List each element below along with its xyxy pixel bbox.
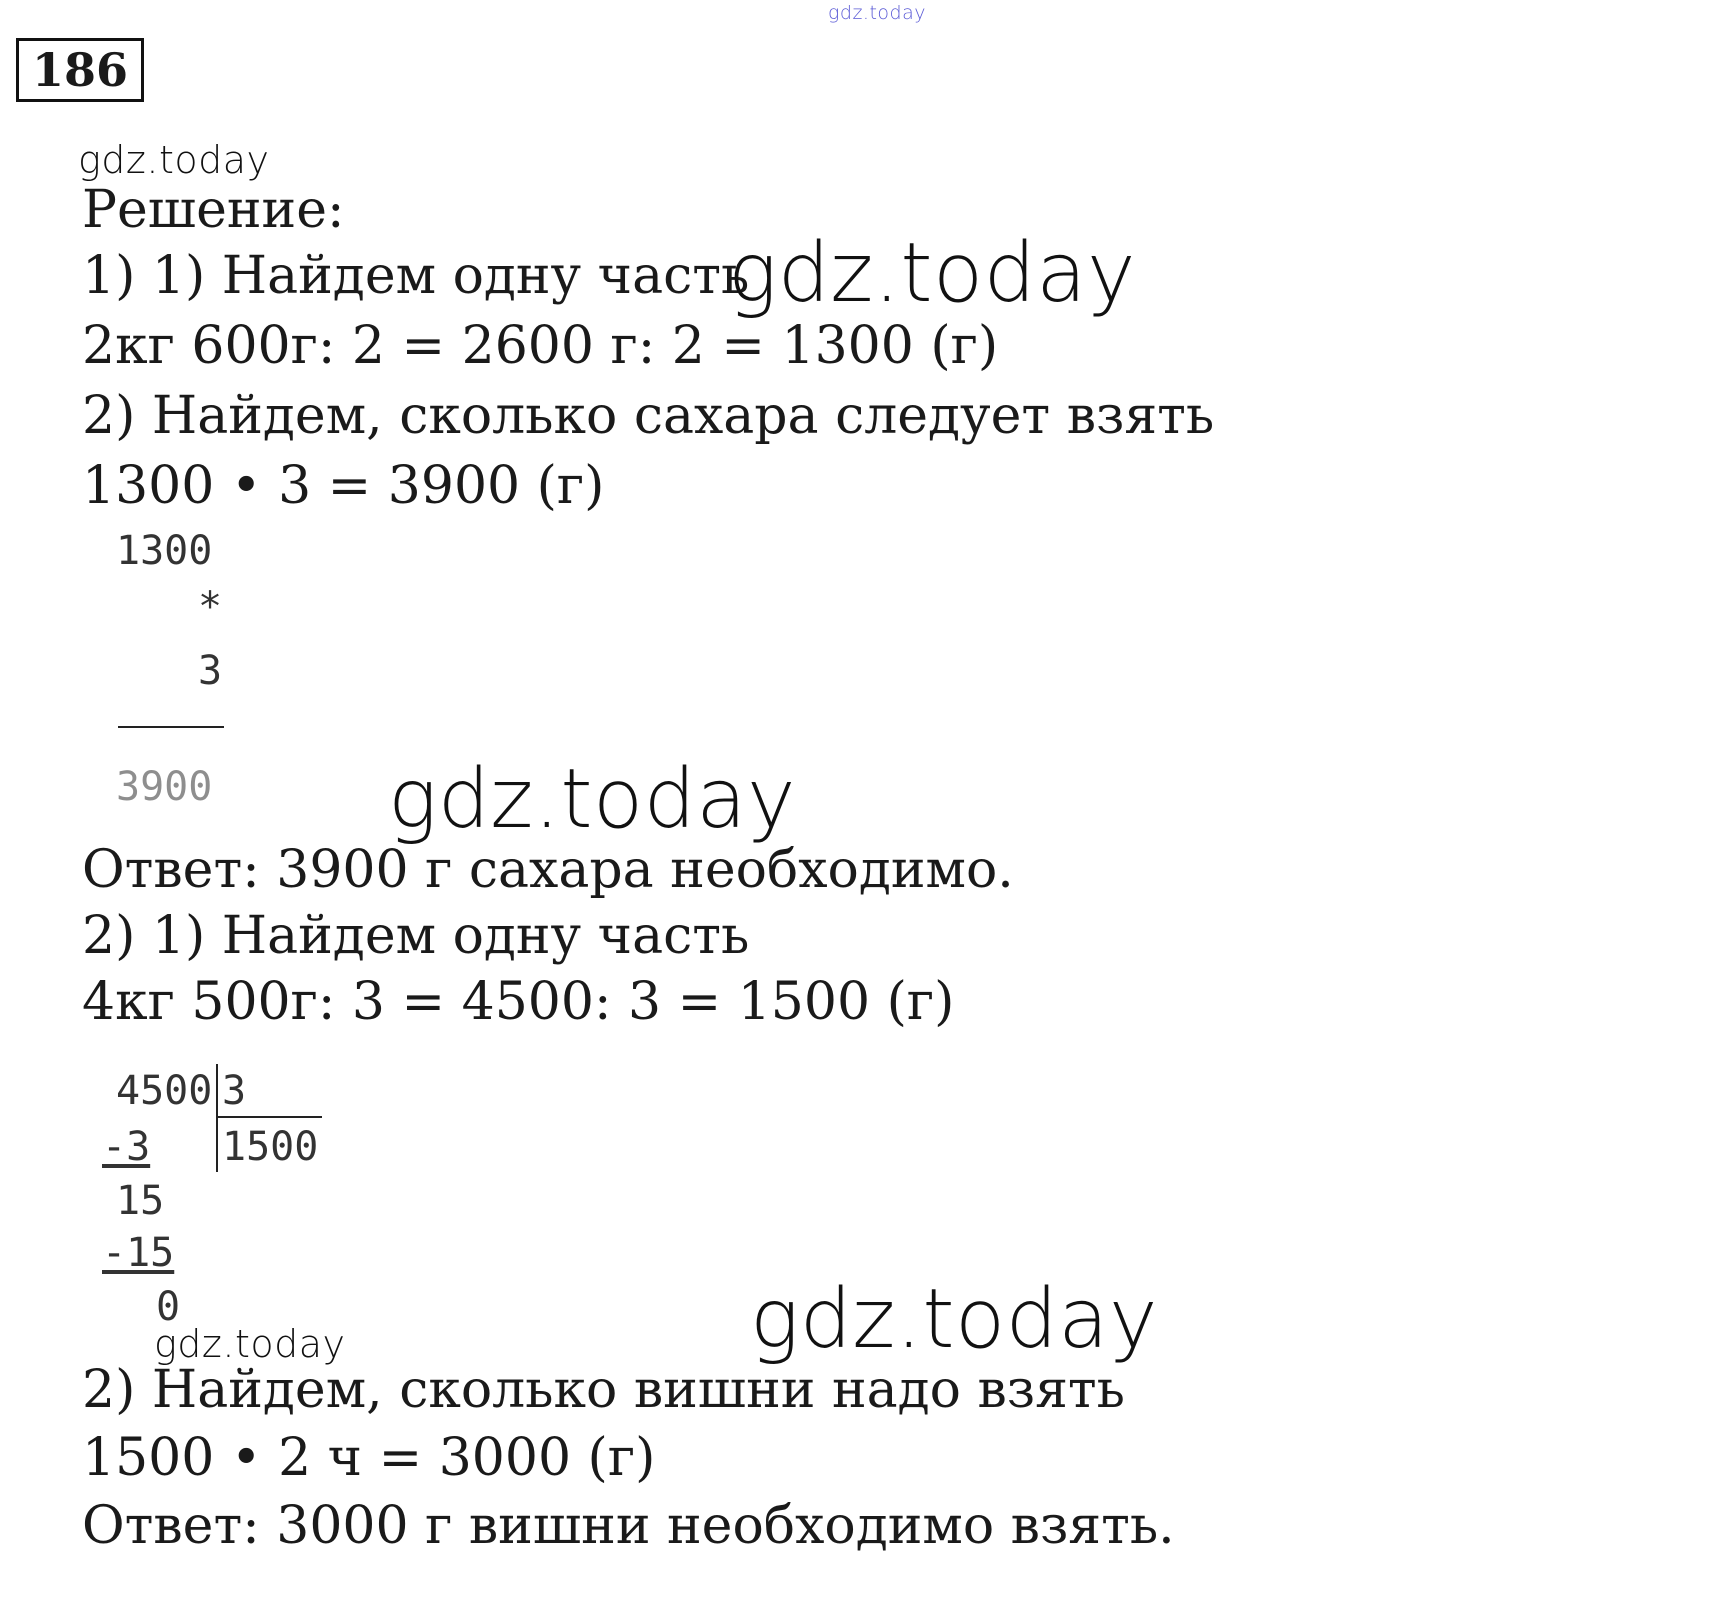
division-vertical-rule — [216, 1064, 218, 1172]
division-remainder-2: 0 — [156, 1284, 181, 1330]
watermark-small-2: gdz.today — [154, 1322, 346, 1366]
mult-multiplier: 3 — [198, 648, 223, 694]
part1-step1: 1) 1) Найдем одну часть — [82, 246, 750, 306]
watermark-big-3: gdz.today — [750, 1272, 1159, 1367]
task-number-box: 186 — [16, 38, 144, 102]
part1-calc1: 2кг 600г: 2 = 2600 г: 2 = 1300 (г) — [82, 316, 999, 376]
part2-step1: 2) 1) Найдем одну часть — [82, 906, 750, 966]
mult-result: 3900 — [116, 764, 213, 810]
mult-rule — [118, 726, 224, 728]
division-remainder-1: 15 — [116, 1178, 165, 1224]
division-dividend: 4500 — [116, 1068, 213, 1114]
division-subtract-1: -3 — [102, 1124, 151, 1170]
answer-2: Ответ: 3000 г вишни необходимо взять. — [82, 1496, 1175, 1556]
part2-calc1: 4кг 500г: 3 = 4500: 3 = 1500 (г) — [82, 972, 955, 1032]
mult-operator: * — [198, 584, 223, 630]
part1-step2: 2) Найдем, сколько сахара следует взять — [82, 386, 1215, 446]
mult-multiplicand: 1300 — [116, 528, 213, 574]
part2-calc2: 1500 • 2 ч = 3000 (г) — [82, 1428, 656, 1488]
part2-step2: 2) Найдем, сколько вишни надо взять — [82, 1360, 1125, 1420]
watermark-big-1: gdz.today — [728, 226, 1137, 321]
watermark-top: gdz.today — [828, 2, 926, 24]
division-quotient: 1500 — [222, 1124, 319, 1170]
answer-1: Ответ: 3900 г сахара необходимо. — [82, 840, 1014, 900]
part1-calc2: 1300 • 3 = 3900 (г) — [82, 456, 605, 516]
division-divisor: 3 — [222, 1068, 247, 1114]
division-subtract-2: -15 — [102, 1230, 175, 1276]
watermark-big-2: gdz.today — [388, 752, 797, 847]
division-horizontal-rule — [216, 1116, 322, 1118]
solution-heading: Решение: — [82, 180, 345, 240]
watermark-small-1: gdz.today — [78, 138, 270, 182]
